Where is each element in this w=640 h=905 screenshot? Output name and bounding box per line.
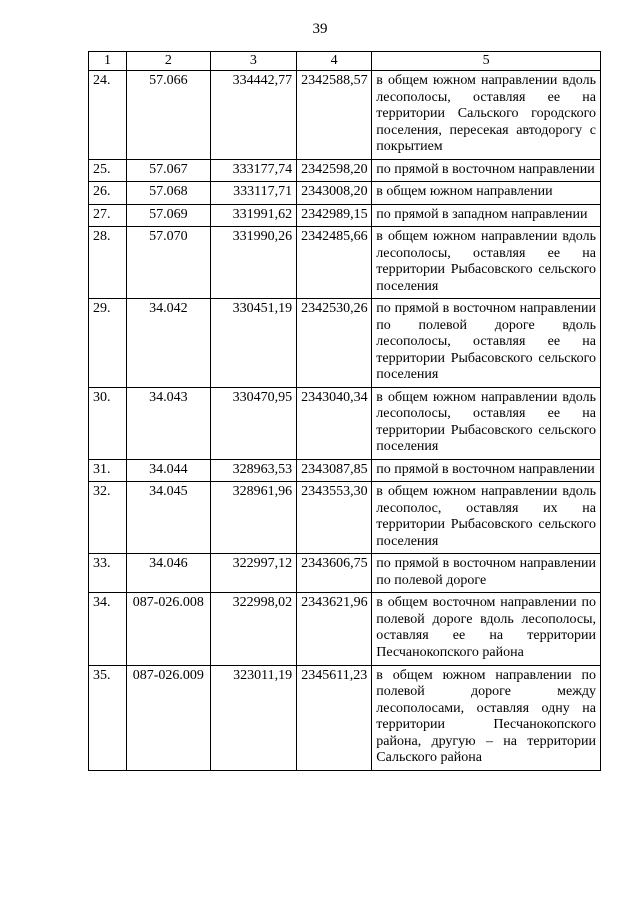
cell-row-number: 27.: [89, 204, 127, 227]
cell-row-number: 25.: [89, 159, 127, 182]
cell-point-number: 34.043: [127, 387, 210, 459]
cell-coordinate-y: 2343040,34: [297, 387, 372, 459]
cell-row-number: 24.: [89, 71, 127, 160]
page-number: 39: [312, 21, 328, 37]
cell-coordinate-x: 331991,62: [210, 204, 297, 227]
cell-point-number: 087-026.009: [127, 665, 210, 770]
cell-row-number: 28.: [89, 227, 127, 299]
cell-point-number: 34.045: [127, 482, 210, 554]
cell-point-number: 34.042: [127, 299, 210, 388]
table-row: [89, 665, 601, 770]
table-row: [89, 459, 601, 482]
table-row: [89, 593, 601, 665]
cell-row-number: 33.: [89, 554, 127, 593]
cell-coordinate-x: 322997,12: [210, 554, 297, 593]
cell-row-number: 35.: [89, 665, 127, 770]
cell-coordinate-y: 2343553,30: [297, 482, 372, 554]
cell-row-number: 32.: [89, 482, 127, 554]
cell-coordinate-x: 330470,95: [210, 387, 297, 459]
cell-point-number: 57.066: [127, 71, 210, 160]
cell-coordinate-y: 2343087,85: [297, 459, 372, 482]
cell-coordinate-x: 333117,71: [210, 182, 297, 205]
cell-row-number: 31.: [89, 459, 127, 482]
cell-description: в общем южном направлении вдоль лесополосы, оставляя ее на территории Сальского городского поселения, пересекая автодорогу с покрытием: [372, 71, 601, 160]
table-row: [89, 482, 601, 554]
cell-row-number: 29.: [89, 299, 127, 388]
column-header: 1: [89, 52, 127, 71]
table-row: [89, 227, 601, 299]
table-row: [89, 204, 601, 227]
cell-point-number: 34.044: [127, 459, 210, 482]
cell-point-number: 087-026.008: [127, 593, 210, 665]
table-row: [89, 182, 601, 205]
cell-coordinate-y: 2343606,75: [297, 554, 372, 593]
cell-coordinate-y: 2345611,23: [297, 665, 372, 770]
cell-description: по прямой в восточном направлении: [372, 159, 601, 182]
table-row: [89, 387, 601, 459]
cell-point-number: 34.046: [127, 554, 210, 593]
cell-row-number: 30.: [89, 387, 127, 459]
cell-coordinate-y: 2343008,20: [297, 182, 372, 205]
table-row: [89, 299, 601, 388]
cell-coordinate-x: 323011,19: [210, 665, 297, 770]
cell-coordinate-y: 2342485,66: [297, 227, 372, 299]
cell-coordinate-x: 333177,74: [210, 159, 297, 182]
column-header: 2: [127, 52, 210, 71]
cell-description: в общем южном направлении вдоль лесополос, оставляя их на территории Рыбасовского сельского поселения: [372, 482, 601, 554]
table-row: [89, 71, 601, 160]
cell-coordinate-x: 322998,02: [210, 593, 297, 665]
cell-point-number: 57.067: [127, 159, 210, 182]
column-header: 4: [297, 52, 372, 71]
cell-coordinate-x: 328963,53: [210, 459, 297, 482]
cell-coordinate-x: 328961,96: [210, 482, 297, 554]
cell-row-number: 34.: [89, 593, 127, 665]
cell-description: по прямой в восточном направлении: [372, 459, 601, 482]
cell-coordinate-x: 331990,26: [210, 227, 297, 299]
table-row: [89, 159, 601, 182]
cell-point-number: 57.069: [127, 204, 210, 227]
cell-coordinate-x: 334442,77: [210, 71, 297, 160]
coordinates-table: [88, 51, 601, 771]
cell-coordinate-x: 330451,19: [210, 299, 297, 388]
column-header: 5: [372, 52, 601, 71]
cell-description: в общем южном направлении по полевой дороге между лесополосами, оставляя одну на территории Песчанокопского района, другую – на территории Сальского района: [372, 665, 601, 770]
cell-description: в общем южном направлении: [372, 182, 601, 205]
cell-coordinate-y: 2342530,26: [297, 299, 372, 388]
cell-coordinate-y: 2342588,57: [297, 71, 372, 160]
cell-description: по прямой в восточном направлении по полевой дороге вдоль лесополосы, оставляя ее на территории Рыбасовского сельского поселения: [372, 299, 601, 388]
cell-description: в общем восточном направлении по полевой дороге вдоль лесополосы, оставляя ее на территории Песчанокопского района: [372, 593, 601, 665]
table-header-row: [89, 52, 601, 71]
cell-point-number: 57.070: [127, 227, 210, 299]
cell-coordinate-y: 2343621,96: [297, 593, 372, 665]
cell-point-number: 57.068: [127, 182, 210, 205]
cell-description: по прямой в западном направлении: [372, 204, 601, 227]
cell-description: в общем южном направлении вдоль лесополосы, оставляя ее на территории Рыбасовского сельского поселения: [372, 227, 601, 299]
cell-coordinate-y: 2342598,20: [297, 159, 372, 182]
cell-row-number: 26.: [89, 182, 127, 205]
cell-description: по прямой в восточном направлении по полевой дороге: [372, 554, 601, 593]
cell-coordinate-y: 2342989,15: [297, 204, 372, 227]
table-row: [89, 554, 601, 593]
column-header: 3: [210, 52, 297, 71]
cell-description: в общем южном направлении вдоль лесополосы, оставляя ее на территории Рыбасовского сельского поселения: [372, 387, 601, 459]
